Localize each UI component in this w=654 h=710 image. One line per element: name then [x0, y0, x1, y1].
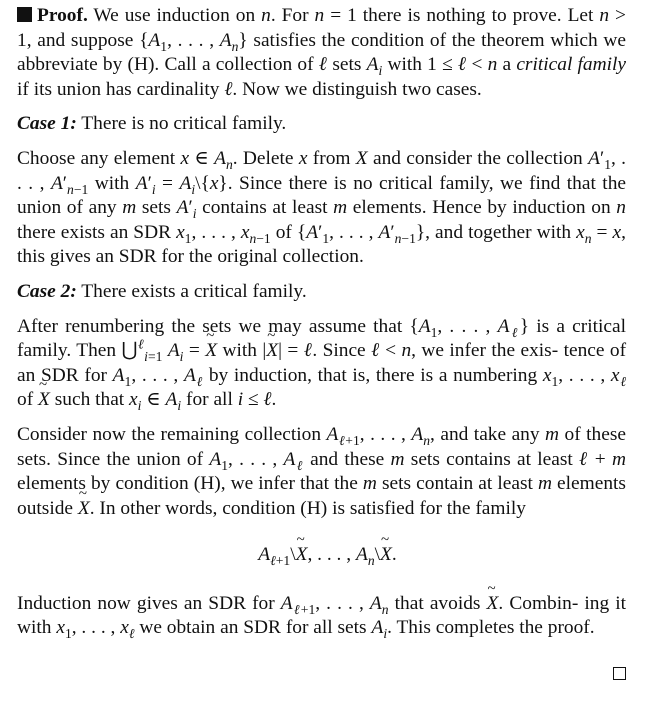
case2-heading: [17, 280, 626, 305]
case1-text: There is no critical family.: [76, 113, 287, 135]
case2-paragraph-2: Consider now the remaining collection $A_{\ell+1}$, . . . , $A_n$, and take any m of these sets. Since the union of $A_1$, . . . , $A_\ell$ and these m sets contains at least ℓ + m elements by condition (H), we infer that the m sets contain at least m elements outside ~ X. In other words, condition (H) is satisfied for the family: [17, 423, 626, 521]
conclusion-paragraph: Induction now gives an SDR for $A_{\ell+1}$, . . . , $A_n$ that avoids ~ X. Combin- ing it with $x_1$, . . . , $x_\ell$ we obtain an SDR for all sets $A_i$. This completes the proof.: [17, 592, 626, 641]
proof-square-icon: [17, 7, 32, 22]
proof-intro-paragraph: Proof. We use induction on n. For n = 1 there is nothing to prove. Let n > 1, and suppose {$A_1$, . . . , $A_n$} satisfies the condition of the theorem which we abbreviate by (H). Call a collection of ℓ sets $A_i$ with 1 ≤ ℓ < n a critical family if its union has cardinality ℓ. Now we distinguish two cases.: [17, 5, 626, 100]
case2-label: Case 2:: [17, 280, 77, 302]
proof-label: Proof.: [37, 5, 88, 26]
critical-family-term: critical family: [516, 54, 626, 76]
case1-paragraph: Choose any element x ∈ $A_n$. Delete x from X and consider the collection $A'_1$, . . . , $A'_{n-1}$ with $A'_i$ = $A_i\backslash\{x\}$. Since there is no critical family, we find that the union of any m sets $A'_i$ contains at least m elements. Hence by induction on n there exists an SDR $x_1$, . . . , $x_{n-1}$ of {$A'_1$, . . . , $A'_{n-1}$}, and together with $x_n = x$, this gives an SDR for the original collection.: [17, 147, 626, 268]
case1-label: Case 1:: [17, 113, 77, 135]
case2-text: There exists a critical family.: [76, 280, 307, 302]
case1-heading: [17, 112, 626, 137]
display-equation: $A_{\ell+1}\backslash\sim$ X, . . . , $A_n\backslash\sim$ X.: [17, 543, 626, 568]
case2-paragraph-1: After renumbering the sets we may assume that {$A_1$, . . . , $A_\ell$} is a critical family. Then ⋃$^\ell_{i=1}$ $A_i$ = ~ X with |~ X| = ℓ. Since ℓ < n, we infer the exis- tence of an SDR for $A_1$, . . . , $A_\ell$ by induction, that is, there is a numbering $x_1$, . . . , $x_\ell$ of ~ X such that $x_i$ ∈ $A_i$ for all i ≤ ℓ.: [17, 315, 626, 413]
qed-icon: [613, 667, 626, 680]
display-separator: , . . . ,: [307, 544, 352, 566]
